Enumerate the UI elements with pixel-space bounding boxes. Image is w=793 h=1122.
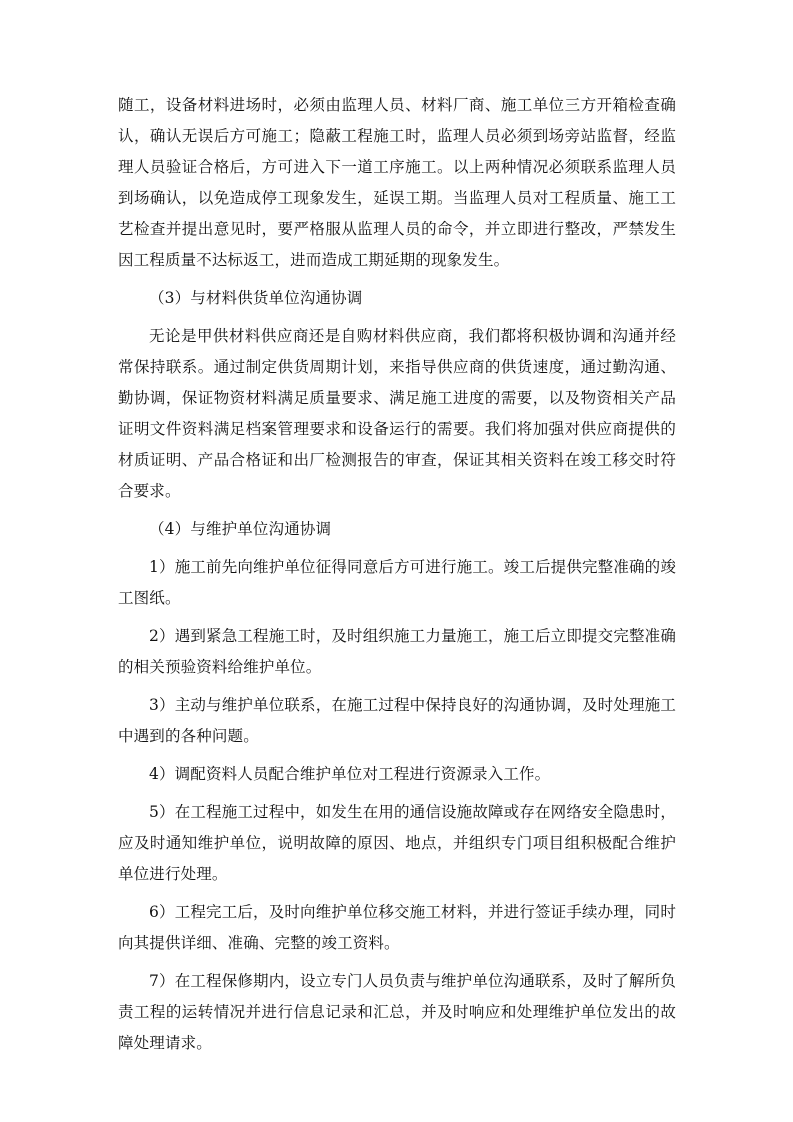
list-item-1: 1）施工前先向维护单位征得同意后方可进行施工。竣工后提供完整准确的竣工图纸。 xyxy=(118,558,676,607)
paragraph-material-suppliers: 无论是甲供材料供应商还是自购材料供应商，我们都将积极协调和沟通并经常保持联系。通过制定供货周期计划，来指导供应商的供货速度，通过勤沟通、勤协调，保证物资材料满足质量要求、满足施工进度的需要，以及物资相关产品证明文件资料满足档案管理要求和设备运行的需要。我们将加强对供应商提供的材质证明、产品合格证和出厂检测报告的审查，保证其相关资料在竣工移交时符合要求。 xyxy=(118,327,676,500)
list-item-3: 3）主动与维护单位联系，在施工过程中保持良好的沟通协调，及时处理施工中遇到的各种问题。 xyxy=(118,696,676,745)
list-item-5: 5）在工程施工过程中，如发生在用的通信设施故障或存在网络安全隐患时，应及时通知维护单位，说明故障的原因、地点，并组织专门项目组积极配合维护单位进行处理。 xyxy=(118,803,676,883)
document-body xyxy=(118,90,676,1066)
section-heading-material-suppliers: （3）与材料供货单位沟通协调 xyxy=(149,289,363,307)
list-item-4: 4）调配资料人员配合维护单位对工程进行资源录入工作。 xyxy=(149,765,551,783)
list-item-7: 7）在工程保修期内，设立专门人员负责与维护单位沟通联系，及时了解所负责工程的运转情况并进行信息记录和汇总，并及时响应和处理维护单位发出的故障处理请求。 xyxy=(118,972,676,1052)
section-heading-maintenance-units: （4）与维护单位沟通协调 xyxy=(149,520,332,538)
list-item-2: 2）遇到紧急工程施工时，及时组织施工力量施工，施工后立即提交完整准确的相关预验资料给维护单位。 xyxy=(118,627,676,676)
list-item-6: 6）工程完工后，及时向维护单位移交施工材料，并进行签证手续办理，同时向其提供详细、准确、完整的竣工资料。 xyxy=(118,903,676,952)
paragraph-supervision-continued: 随工，设备材料进场时，必须由监理人员、材料厂商、施工单位三方开箱检查确认，确认无误后方可施工；隐蔽工程施工时，监理人员必须到场旁站监督，经监理人员验证合格后，方可进入下一道工序施工。以上两种情况必须联系监理人员到场确认，以免造成停工现象发生，延误工期。当监理人员对工程质量、施工工艺检查并提出意见时，要严格服从监理人员的命令，并立即进行整改，严禁发生因工程质量不达标返工，进而造成工期延期的现象发生。 xyxy=(118,96,676,269)
